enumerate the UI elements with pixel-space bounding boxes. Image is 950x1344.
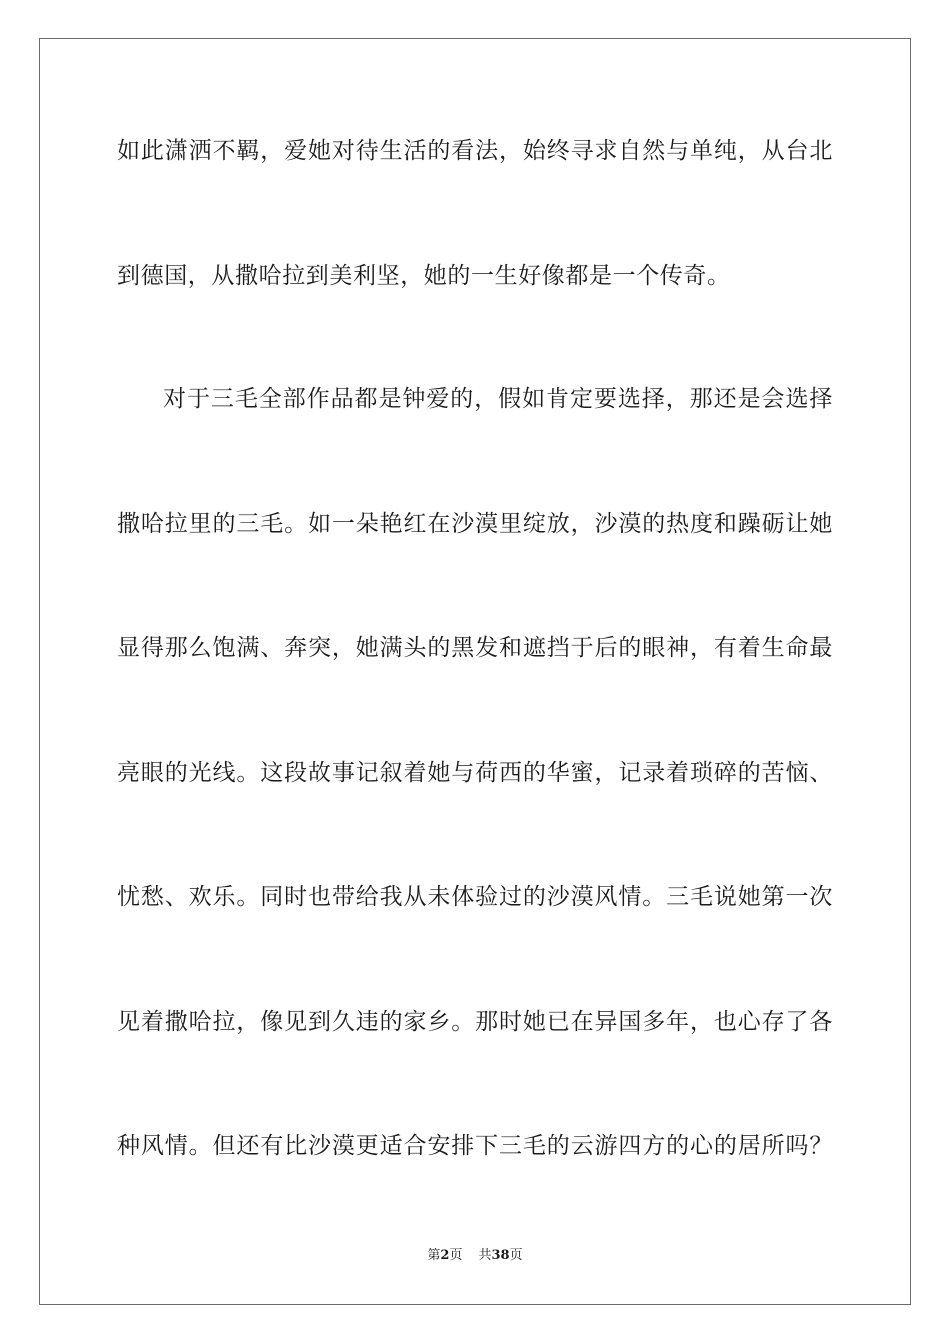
- footer-page-number: 2: [440, 1248, 450, 1263]
- paragraph-line-5: 显得那么饱满、奔突，她满头的黑发和遮挡于后的眼神，有着生命最: [117, 635, 833, 661]
- page-border: [39, 38, 911, 1305]
- footer-page-prefix: 第: [427, 1248, 441, 1263]
- footer-page-suffix: 页: [449, 1248, 463, 1263]
- paragraph-line-9: 种风情。但还有比沙漠更适合安排下三毛的云游四方的心的居所吗？: [117, 1133, 833, 1159]
- paragraph-line-7: 忧愁、欢乐。同时也带给我从未体验过的沙漠风情。三毛说她第一次: [117, 884, 833, 910]
- paragraph-line-1: 如此潇洒不羁，爱她对待生活的看法，始终寻求自然与单纯，从台北: [117, 138, 833, 164]
- footer-total-number: 38: [491, 1248, 510, 1263]
- paragraph-line-4: 撒哈拉里的三毛。如一朵艳红在沙漠里绽放，沙漠的热度和躁砺让她: [117, 511, 833, 537]
- paragraph-line-6: 亮眼的光线。这段故事记叙着她与荷西的华蜜，记录着琐碎的苦恼、: [117, 760, 833, 786]
- page-footer: [0, 1247, 950, 1265]
- paragraph-line-8: 见着撒哈拉，像见到久违的家乡。那时她已在异国多年，也心存了各: [117, 1009, 833, 1035]
- footer-total-prefix: 共: [478, 1248, 492, 1263]
- footer-total-suffix: 页: [509, 1248, 523, 1263]
- paragraph-line-2: 到德国，从撒哈拉到美利坚，她的一生好像都是一个传奇。: [117, 263, 731, 289]
- paragraph-line-3: 对于三毛全部作品都是钟爱的，假如肯定要选择，那还是会选择: [163, 386, 833, 412]
